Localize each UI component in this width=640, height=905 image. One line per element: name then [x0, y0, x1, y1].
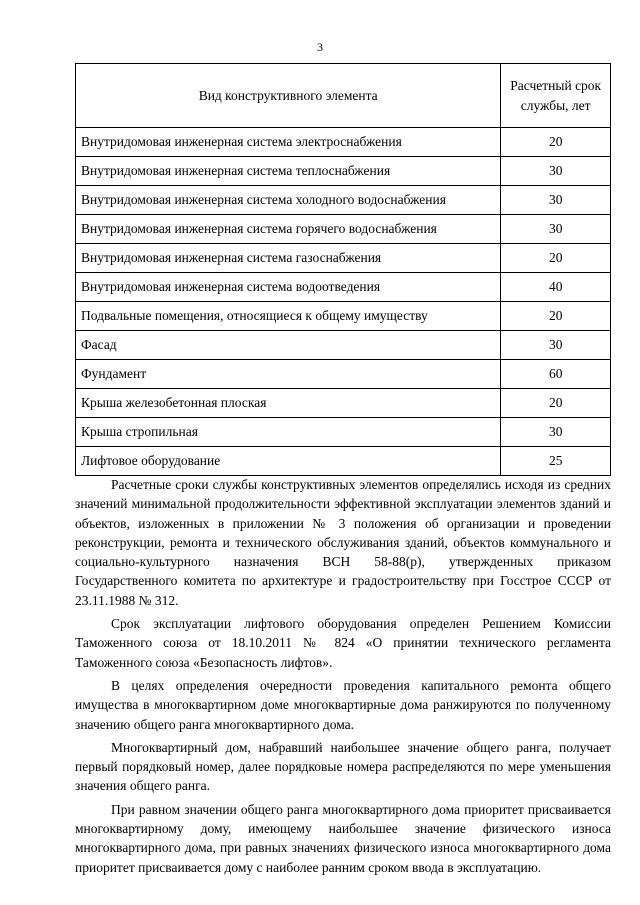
row-name: Внутридомовая инженерная система электроснабжения	[76, 128, 501, 157]
row-name: Внутридомовая инженерная система горячего водоснабжения	[76, 215, 501, 244]
row-value: 20	[501, 389, 611, 418]
table-row	[76, 157, 611, 186]
header-service-life: Расчетный срок службы, лет	[501, 64, 611, 128]
row-name: Лифтовое оборудование	[76, 447, 501, 476]
row-value: 60	[501, 360, 611, 389]
table-row	[76, 331, 611, 360]
row-name: Фасад	[76, 331, 501, 360]
row-value: 20	[501, 244, 611, 273]
page-number: 3	[317, 40, 323, 54]
paragraph: При равном значении общего ранга многоквартирного дома приоритет присваивается многоквартирному дому, имеющему наибольшее значение физического износа многоквартирного дома, при равных значениях физического износа многоквартирного дома приоритет присваивается дому с наиболее ранним сроком ввода в эксплуатацию.	[75, 801, 611, 875]
row-name: Внутридомовая инженерная система водоотведения	[76, 273, 501, 302]
table-row	[76, 360, 611, 389]
row-value: 40	[501, 273, 611, 302]
table-row	[76, 186, 611, 215]
paragraph: Срок эксплуатации лифтового оборудования определен Решением Комиссии Таможенного союза от 18.10.2011 № 824 «О принятии технического регламента Таможенного союза «Безопасность лифтов».	[75, 616, 611, 670]
row-value: 25	[501, 447, 611, 476]
header-element-type: Вид конструктивного элемента	[76, 64, 501, 128]
row-name: Подвальные помещения, относящиеся к общему имуществу	[76, 302, 501, 331]
paragraph: Расчетные сроки службы конструктивных элементов определялись исходя из средних значений минимальной продолжительности эффективной эксплуатации элементов зданий и объектов, изложенных в приложении № 3 положения об организации и проведении реконструкции, ремонта и технического обслуживания зданий, объектов коммунального и социально-культурного назначения ВСН 58-88(р), утвержденных приказом Государственного комитета по архитектуре и градостроительству при Госстрое СССР от 23.11.1988 № 312.	[75, 477, 611, 608]
table-row	[76, 389, 611, 418]
row-name: Фундамент	[76, 360, 501, 389]
table-row	[76, 273, 611, 302]
row-value: 20	[501, 302, 611, 331]
table-row	[76, 447, 611, 476]
paragraph: Многоквартирный дом, набравший наибольшее значение общего ранга, получает первый порядковый номер, далее порядковые номера распределяются по мере уменьшения значения общего ранга.	[75, 739, 611, 794]
row-value: 30	[501, 157, 611, 186]
row-value: 20	[501, 128, 611, 157]
row-name: Внутридомовая инженерная система газоснабжения	[76, 244, 501, 273]
table-row	[76, 215, 611, 244]
table-row	[76, 244, 611, 273]
table-row	[76, 128, 611, 157]
table-header-row	[76, 64, 611, 128]
row-name: Внутридомовая инженерная система холодного водоснабжения	[76, 186, 501, 215]
row-name: Крыша стропильная	[76, 418, 501, 447]
service-life-table	[75, 63, 611, 476]
body-text	[75, 475, 611, 881]
row-value: 30	[501, 418, 611, 447]
row-name: Внутридомовая инженерная система теплоснабжения	[76, 157, 501, 186]
row-value: 30	[501, 331, 611, 360]
row-name: Крыша железобетонная плоская	[76, 389, 501, 418]
paragraph: В целях определения очередности проведения капитального ремонта общего имущества в многоквартирном доме многоквартирные дома ранжируются по полученному значению общего ранга многоквартирного дома.	[75, 677, 611, 732]
row-value: 30	[501, 186, 611, 215]
table-row	[76, 302, 611, 331]
row-value: 30	[501, 215, 611, 244]
table-row	[76, 418, 611, 447]
